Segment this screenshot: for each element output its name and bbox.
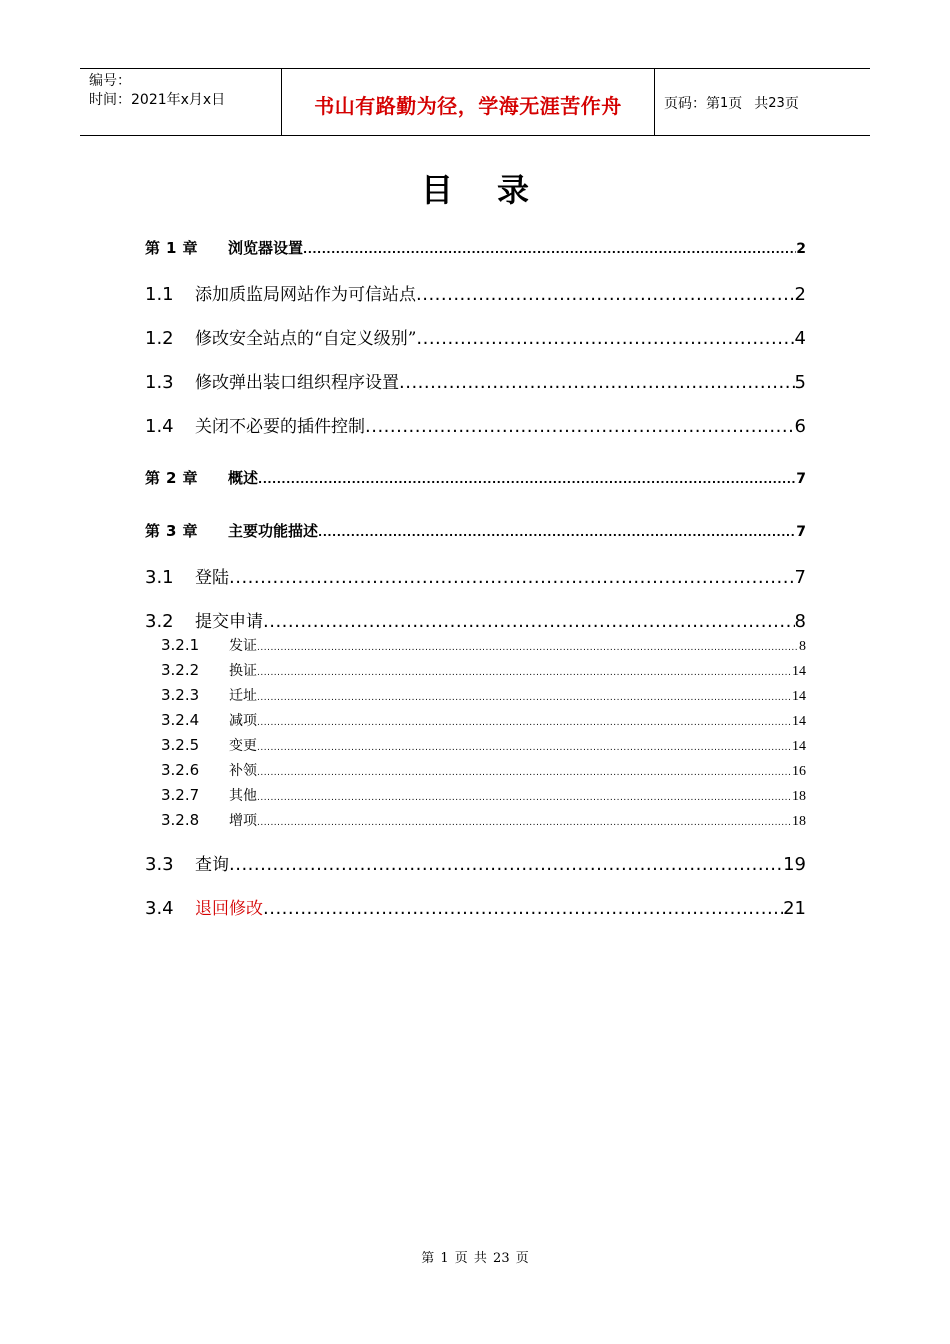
toc-entry-title: 浏览器设置 (228, 239, 304, 257)
toc-entry-page: 7 (794, 567, 806, 588)
toc-entry-page: 5 (794, 372, 806, 393)
toc-entry-leader (258, 473, 796, 486)
toc-entry-title: 修改安全站点的“自定义级别” (195, 329, 417, 349)
toc-entry-number: 3.1 (145, 567, 174, 588)
toc-entry-page: 8 (794, 611, 806, 632)
toc-entry-leader (399, 372, 795, 393)
toc-entry[interactable] (145, 280, 806, 306)
toc-entry-number: 3.2.2 (161, 661, 200, 679)
toc-entry[interactable] (145, 685, 806, 705)
toc-entry-number: 3.2.8 (161, 811, 200, 829)
toc-entry-title: 概述 (228, 469, 259, 487)
toc-entry-title: 关闭不必要的插件控制 (195, 417, 365, 437)
toc-entry-number: 3.2.3 (161, 686, 200, 704)
toc-entry-page: 19 (783, 854, 806, 875)
toc-entry-page: 14 (792, 689, 806, 704)
toc-entry-chapter-suffix: 章 (182, 522, 198, 540)
toc-entry-chapter-number (145, 467, 228, 488)
toc-entry-leader (263, 898, 783, 919)
toc-entry[interactable] (145, 735, 806, 755)
header-motto-cell (282, 69, 655, 135)
page-total: 23 (768, 95, 785, 111)
toc-entry-leader (257, 793, 792, 803)
toc-entry-leader (257, 743, 792, 753)
toc-entry-leader (257, 818, 792, 828)
toc-entry-title: 主要功能描述 (228, 522, 319, 540)
toc-entry-leader (263, 611, 795, 632)
toc-entry-chapter-num: 2 (166, 469, 177, 487)
toc-entry-title: 发证 (229, 638, 257, 654)
toc-entry-number: 3.2.7 (161, 786, 200, 804)
toc-entry-number: 1.3 (145, 372, 174, 393)
toc-entry-number: 3.4 (145, 898, 174, 919)
toc-entry-leader (257, 693, 792, 703)
toc-entry-title: 迁址 (229, 688, 257, 704)
page-total-label: 共 (754, 96, 769, 112)
document-number-label: 编号： (89, 73, 131, 89)
toc-entry-page: 18 (792, 814, 806, 829)
toc-entry[interactable] (145, 520, 806, 542)
toc-entry-title: 补领 (229, 763, 257, 779)
toc-entry-chapter-num: 1 (166, 239, 177, 257)
toc-entry[interactable] (145, 785, 806, 805)
toc-entry-chapter-suffix: 章 (182, 239, 198, 257)
toc-entry-page: 4 (794, 328, 806, 349)
toc-entry-page: 7 (796, 471, 806, 487)
toc-entry-page: 2 (794, 284, 806, 305)
page-current: 1 (720, 95, 729, 111)
toc-entry[interactable] (145, 810, 806, 830)
toc-entry-chapter-prefix: 第 (145, 239, 161, 257)
toc-entry[interactable] (145, 635, 806, 655)
toc-entry-title: 提交申请 (195, 612, 263, 632)
toc-title: 目录 (420, 171, 573, 209)
toc-entry-page: 18 (792, 789, 806, 804)
toc-entry-page: 8 (799, 639, 806, 654)
toc-entry-title: 查询 (195, 855, 229, 875)
toc-entry-title: 换证 (229, 663, 257, 679)
toc-entry-title: 增项 (229, 813, 257, 829)
toc-entry-chapter-suffix: 章 (182, 469, 198, 487)
toc-entry-leader (416, 284, 795, 305)
toc-entry-number: 1.4 (145, 416, 174, 437)
toc-entry-page: 7 (796, 524, 806, 540)
toc-entry-title: 变更 (229, 738, 257, 754)
toc-entry-chapter-number (145, 520, 228, 541)
toc-entry-title: 其他 (229, 788, 257, 804)
toc-entry-chapter-number (145, 237, 228, 258)
toc-entry-number: 3.2.1 (161, 636, 200, 654)
toc-entry[interactable] (145, 412, 806, 438)
page-header (80, 68, 870, 136)
toc-entry-title: 添加质监局网站作为可信站点 (195, 285, 416, 305)
toc-entry[interactable] (145, 563, 806, 589)
toc-entry-page: 2 (796, 241, 806, 257)
toc-entry[interactable] (145, 607, 806, 633)
toc-entry-number: 3.2.6 (161, 761, 200, 779)
toc-entry-title: 退回修改 (195, 899, 263, 919)
toc-entry-leader (257, 643, 799, 653)
toc-entry-title: 修改弹出装口组织程序设置 (195, 373, 399, 393)
toc-entry[interactable] (145, 660, 806, 680)
toc-entry-leader (257, 668, 792, 678)
toc-entry-chapter-num: 3 (166, 522, 177, 540)
toc-entry-page: 14 (792, 664, 806, 679)
toc-entry-leader (257, 768, 792, 778)
toc-entry-chapter-prefix: 第 (145, 522, 161, 540)
toc-entry[interactable] (145, 760, 806, 780)
toc-entry-number: 1.2 (145, 328, 174, 349)
page-footer: 第 1 页 共 23 页 (421, 1251, 529, 1266)
toc-entry[interactable] (145, 710, 806, 730)
toc-entry-number: 3.2 (145, 611, 174, 632)
page-suffix: 页 (784, 96, 799, 112)
document-time: 时间：2021年x月x日 (89, 92, 226, 108)
toc-entry-number: 3.2.4 (161, 711, 200, 729)
toc-entry-title: 减项 (229, 713, 257, 729)
toc-entry-page: 21 (783, 898, 806, 919)
toc-entry[interactable] (145, 467, 806, 489)
toc-entry-number: 1.1 (145, 284, 174, 305)
header-motto: 书山有路勤为径，学海无涯苦作舟 (314, 93, 622, 118)
toc-entry[interactable] (145, 894, 806, 920)
toc-entry-leader (318, 526, 796, 539)
page-label: 页码：第 (664, 96, 720, 112)
toc-entry-chapter-prefix: 第 (145, 469, 161, 487)
toc-entry-title: 登陆 (195, 568, 229, 588)
toc-entry-page: 14 (792, 739, 806, 754)
toc-entry-leader (365, 416, 795, 437)
toc-entry-page: 6 (794, 416, 806, 437)
toc-entry-page: 14 (792, 714, 806, 729)
toc-entry-leader (303, 243, 796, 256)
toc-entry[interactable] (145, 324, 806, 350)
toc-entry-leader (416, 328, 794, 349)
page-mid: 页 (728, 96, 743, 112)
header-meta (80, 69, 282, 135)
toc-entry[interactable] (145, 850, 806, 876)
toc-entry[interactable] (145, 368, 806, 394)
toc-entry-number: 3.3 (145, 854, 174, 875)
toc-entry-number: 3.2.5 (161, 736, 200, 754)
toc-entry-leader (229, 567, 795, 588)
toc-entry-page: 16 (792, 764, 806, 779)
toc-entry-leader (257, 718, 792, 728)
header-page-info (655, 69, 870, 135)
toc-entry[interactable] (145, 237, 806, 259)
toc-entry-leader (229, 854, 783, 875)
